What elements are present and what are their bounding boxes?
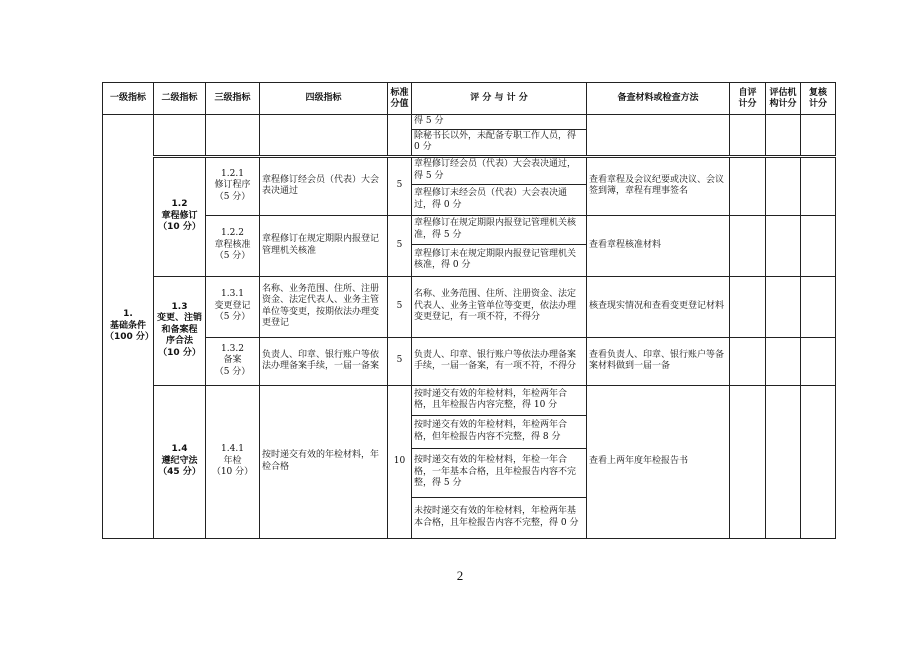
standard-score-cell: 5 [388,156,412,215]
standard-score-cell: 5 [388,337,412,385]
level3-cell: 1.4.1 年检 （10 分） [206,385,260,538]
header-agency-score: 评估机 构计分 [766,83,801,115]
rule-cell: 按时递交有效的年检材料，年检两年合格，但年检报告内容不完整，得 8 分 [412,415,587,448]
table-row [103,215,836,244]
table-row [103,115,836,130]
header-level3: 三级指标 [206,83,260,115]
level2-cell: 1.4 遵纪守法 （45 分） [154,385,206,538]
header-standard-score: 标准 分值 [388,83,412,115]
level4-cell: 章程修订在规定期限内报登记管理机关核准 [260,215,388,276]
method-cell: 查看上两年度年检报告书 [587,385,730,538]
table-row [103,385,836,415]
evaluation-table [102,82,836,539]
level3-cell: 1.2.1 修订程序 （5 分） [206,156,260,215]
header-row [103,83,836,115]
level4-cell: 名称、业务范围、住所、注册资金、法定代表人、业务主管单位等变更，按期依法办理变更登记 [260,276,388,337]
level4-cell: 章程修订经会员（代表）大会表决通过 [260,156,388,215]
level3-cell: 1.2.2 章程核准 （5 分） [206,215,260,276]
rule-cell: 未按时递交有效的年检材料，年检两年基本合格，且年检报告内容不完整，得 0 分 [412,497,587,538]
level3-cell: 1.3.1 变更登记 （5 分） [206,276,260,337]
level4-cell: 负责人、印章、银行账户等依法办理备案手续，一届一备案 [260,337,388,385]
method-cell: 核查现实情况和查看变更登记材料 [587,276,730,337]
page-number: 2 [456,568,464,583]
table-row [103,337,836,385]
level1-cell: 1. 基础条件 （100 分） [103,115,154,539]
header-method: 备查材料或检查方法 [587,83,730,115]
header-self-score: 自评 计分 [730,83,766,115]
rule-cell: 章程修订在规定期限内报登记管理机关核准，得 5 分 [412,215,587,244]
table-row [103,156,836,184]
level4-cell: 按时递交有效的年检材料，年检合格 [260,385,388,538]
rule-cell: 章程修订未在规定期限内报登记管理机关核准，得 0 分 [412,244,587,276]
header-level1: 一级指标 [103,83,154,115]
rule-cell: 得 5 分 [412,115,587,130]
rule-cell: 章程修订未经会员（代表）大会表决通过，得 0 分 [412,184,587,215]
method-cell: 查看章程及会议纪要或决议、会议签到簿，章程有理事签名 [587,156,730,215]
header-level2: 二级指标 [154,83,206,115]
standard-score-cell: 10 [388,385,412,538]
method-cell: 查看章程核准材料 [587,215,730,276]
rule-cell: 按时递交有效的年检材料，年检两年合格，且年检报告内容完整，得 10 分 [412,385,587,415]
rule-cell: 负责人、印章、银行账户等依法办理备案手续，一届一备案，有一项不符，不得分 [412,337,587,385]
header-scoring: 评 分 与 计 分 [412,83,587,115]
rule-cell: 除秘书长以外，未配备专职工作人员，得 0 分 [412,129,587,156]
rule-cell: 按时递交有效的年检材料，年检一年合格，一年基本合格，且年检报告内容不完整，得 5 分 [412,448,587,497]
header-review-score: 复核 计分 [801,83,836,115]
header-level4: 四级指标 [260,83,388,115]
table-row [103,276,836,337]
standard-score-cell: 5 [388,215,412,276]
rule-cell: 章程修订经会员（代表）大会表决通过，得 5 分 [412,156,587,184]
standard-score-cell: 5 [388,276,412,337]
method-cell: 查看负责人、印章、银行账户等备案材料做到一届一备 [587,337,730,385]
level2-cell: 1.2 章程修订 （10 分） [154,156,206,276]
level3-cell: 1.3.2 备案 （5 分） [206,337,260,385]
rule-cell: 名称、业务范围、住所、注册资金、法定代表人、业务主管单位等变更，依法办理变更登记，有一项不符，不得分 [412,276,587,337]
level2-cell: 1.3 变更、注销 和备案程 序合法 （10 分） [154,276,206,385]
